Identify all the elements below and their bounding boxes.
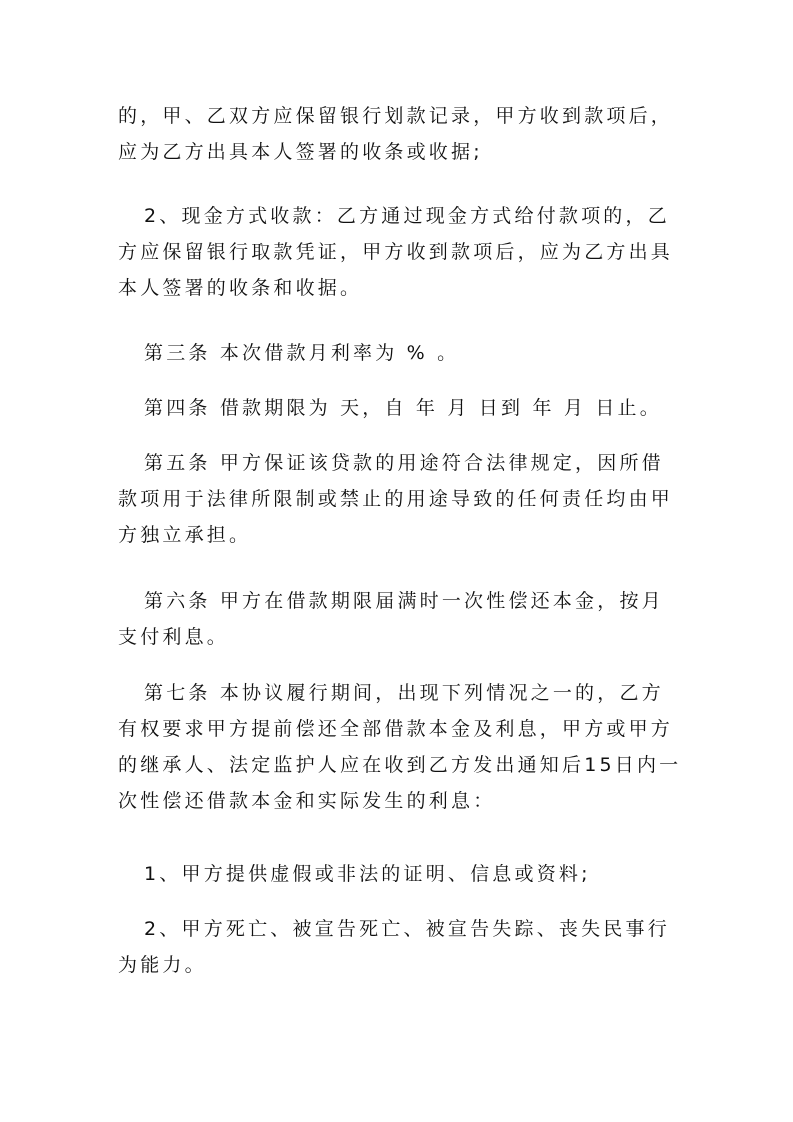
paragraph-clause-2: 2、甲方死亡、被宣告死亡、被宣告失踪、丧失民事行为能力。 (118, 918, 670, 976)
paragraph-payment-transfer-continued: 的，甲、乙双方应保留银行划款记录，甲方收到款项后，应为乙方出具本人签署的收条或收据; (118, 105, 674, 163)
paragraph-article-4: 第四条 借款期限为 天，自 年 月 日到 年 月 日止。 (144, 397, 662, 419)
paragraph-article-6: 第六条 甲方在借款期限届满时一次性偿还本金，按月支付利息。 (118, 590, 664, 648)
paragraph-article-3: 第三条 本次借款月利率为 % 。 (144, 342, 460, 364)
paragraph-clause-1: 1、甲方提供虚假或非法的证明、信息或资料; (144, 863, 591, 885)
paragraph-article-7: 第七条 本协议履行期间，出现下列情况之一的，乙方有权要求甲方提前偿还全部借款本金及利息，甲方或甲方的继承人、法定监护人应在收到乙方发出通知后15日内一次性偿还借款本金和实际发生的利息： (118, 682, 682, 812)
paragraph-cash-payment: 2、现金方式收款：乙方通过现金方式给付款项的，乙方应保留银行取款凭证，甲方收到款项后，应为乙方出具本人签署的收条和收据。 (118, 205, 674, 299)
paragraph-article-5: 第五条 甲方保证该贷款的用途符合法律规定，因所借款项用于法律所限制或禁止的用途导致的任何责任均由甲方独立承担。 (118, 452, 674, 546)
